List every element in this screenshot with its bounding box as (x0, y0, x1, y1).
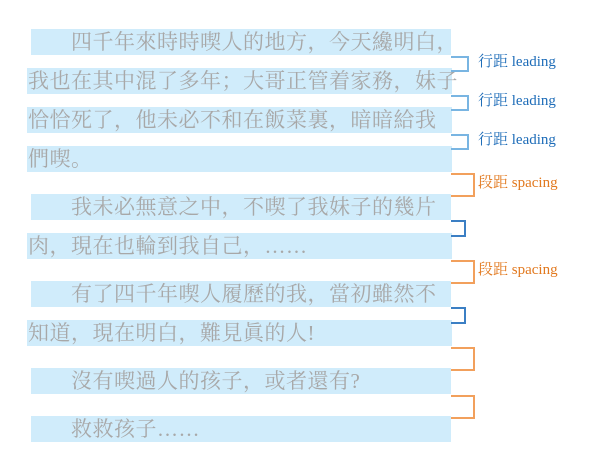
leading-bracket (451, 56, 469, 72)
text-line: 沒有喫過人的孩子，或者還有? (31, 368, 451, 394)
leading-bracket (451, 134, 469, 150)
text-line: 我未必無意之中，不喫了我妹子的幾片 (31, 194, 451, 220)
text-line: 有了四千年喫人履歷的我，當初雖然不 (31, 281, 451, 307)
spacing-label: 段距 spacing (478, 175, 558, 191)
spacing-label: 段距 spacing (478, 262, 558, 278)
spacing-bracket (451, 347, 475, 371)
leading-label: 行距 leading (478, 93, 556, 109)
leading-label: 行距 leading (478, 132, 556, 148)
spacing-bracket (451, 260, 475, 284)
leading-label: 行距 leading (478, 54, 556, 70)
text-line: 四千年來時時喫人的地方，今天纔明白， (31, 29, 451, 55)
text-line: 恰恰死了，他未必不和在飯菜裏，暗暗給我 (27, 107, 452, 133)
spacing-bracket (451, 173, 475, 197)
text-line: 知道，現在明白，難見眞的人! (27, 320, 452, 346)
text-line: 我也在其中混了多年；大哥正管着家務，妹子 (28, 69, 458, 93)
text-line: 肉，現在也輪到我自己，…… (27, 233, 452, 259)
spacing-bracket (451, 395, 475, 419)
text-line: 救救孩子…… (31, 416, 451, 442)
text-line: 們喫。 (27, 146, 452, 172)
line-gap-bracket (451, 307, 466, 324)
line-gap-bracket (451, 220, 466, 237)
leading-bracket (451, 95, 469, 111)
